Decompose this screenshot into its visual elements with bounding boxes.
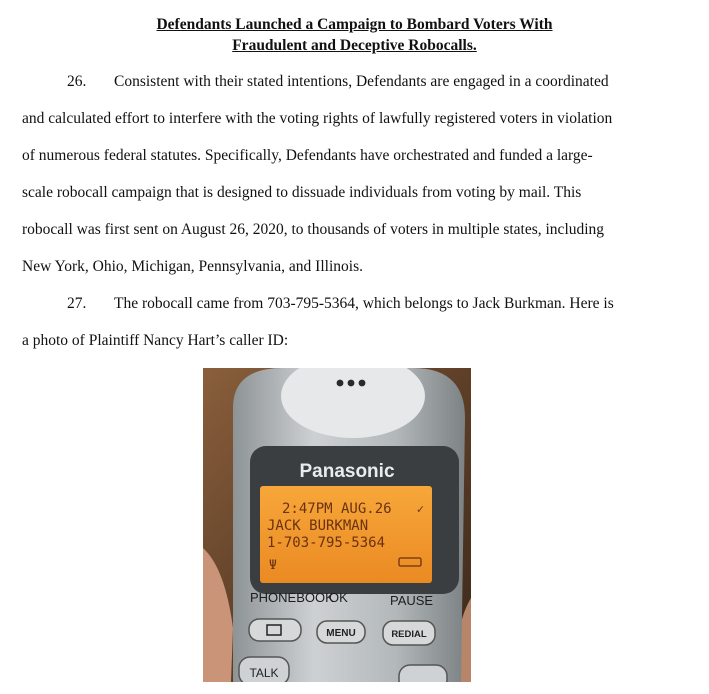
softkey-phonebook: PHONEBOOK <box>250 590 334 605</box>
heading-line-1: Defendants Launched a Campaign to Bombard Voters With <box>156 16 553 33</box>
paragraph-26-line-2: and calculated effort to interfere with the voting rights of lawfully registered voters in violation <box>22 110 613 127</box>
off-key <box>399 665 447 682</box>
talk-key-label: TALK <box>249 666 279 680</box>
screen-time-date: 2:47PM AUG.26 <box>282 501 392 517</box>
heading-line-2: Fraudulent and Deceptive Robocalls. <box>232 37 477 54</box>
paragraph-27-number: 27. <box>67 295 87 312</box>
paragraph-26-number: 26. <box>67 73 87 90</box>
screen-caller-number: 1-703-795-5364 <box>267 535 386 551</box>
paragraph-27-line-1 <box>22 294 614 314</box>
softkey-ok: OK <box>329 590 348 605</box>
paragraph-27-text-1: The robocall came from 703-795-5364, which belongs to Jack Burkman. Here is <box>114 295 614 312</box>
paragraph-26-line-3: of numerous federal statutes. Specifically, Defendants have orchestrated and funded a large- <box>22 147 593 164</box>
phonebook-key <box>249 619 301 641</box>
paragraph-26-line-5: robocall was first sent on August 26, 2020, to thousands of voters in multiple states, including <box>22 221 605 238</box>
brand-logo: Panasonic <box>299 461 395 482</box>
screen-caller-name: JACK BURKMAN <box>267 518 369 534</box>
paragraph-27-line-2: a photo of Plaintiff Nancy Hart’s caller ID: <box>22 332 289 349</box>
paragraph-26-line-4: scale robocall campaign that is designed to dissuade individuals from voting by mail. This <box>22 184 582 201</box>
redial-key-label: REDIAL <box>391 629 427 640</box>
paragraph-26-line-1 <box>22 72 609 92</box>
check-icon: ✓ <box>416 502 424 516</box>
earpiece-dot-icon <box>348 380 355 387</box>
earpiece-dot-icon <box>337 380 344 387</box>
paragraph-26-line-6: New York, Ohio, Michigan, Pennsylvania, and Illinois. <box>22 258 363 275</box>
caller-id-photo <box>203 368 471 682</box>
menu-key-label: MENU <box>326 628 356 639</box>
paragraph-26-text-1: Consistent with their stated intentions, Defendants are engaged in a coordinated <box>114 73 609 90</box>
antenna-icon: Ψ <box>269 558 277 573</box>
softkey-pause: PAUSE <box>390 593 434 608</box>
earpiece-dot-icon <box>359 380 366 387</box>
